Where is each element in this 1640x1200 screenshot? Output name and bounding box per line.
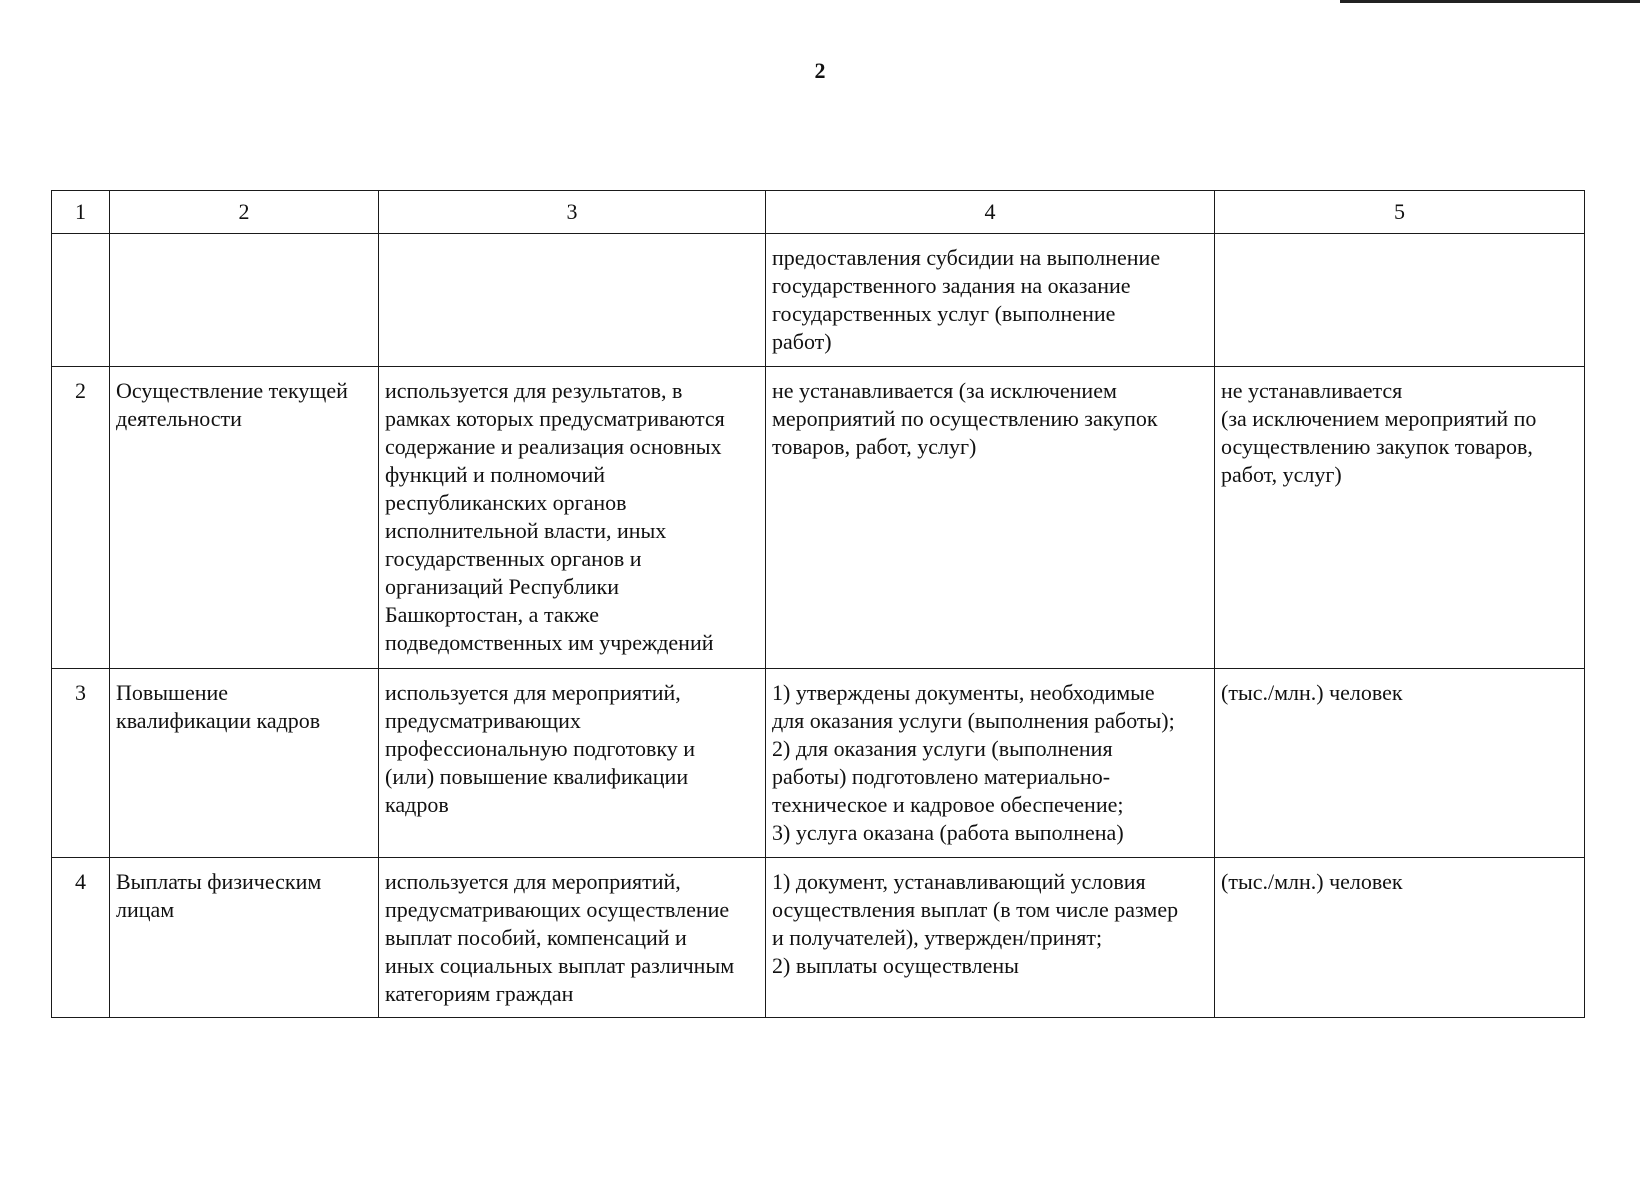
table-header-row (52, 191, 1585, 234)
column-header: 4 (766, 191, 1215, 234)
usage-cell (379, 234, 766, 367)
usage-cell: используется для мероприятий, предусматривающих профессиональную подготовку и (или) повышение квалификации кадров (379, 669, 766, 858)
table-row (52, 669, 1585, 858)
result-type-cell: Повышение квалификации кадров (110, 669, 379, 858)
result-type-cell: Выплаты физическим лицам (110, 858, 379, 1018)
page-number: 2 (814, 58, 826, 83)
unit-cell: (тыс./млн.) человек (1215, 669, 1585, 858)
table-row (52, 858, 1585, 1018)
result-type-cell: Осуществление текущей деятельности (110, 367, 379, 669)
row-number-cell: 4 (52, 858, 110, 1018)
criteria-cell: предоставления субсидии на выполнение государственного задания на оказание государственных услуг (выполнение работ) (766, 234, 1215, 367)
unit-cell: (тыс./млн.) человек (1215, 858, 1585, 1018)
unit-cell: не устанавливается (за исключением мероприятий по осуществлению закупок товаров, работ, услуг) (1215, 367, 1585, 669)
usage-cell: используется для результатов, в рамках которых предусматриваются содержание и реализация основных функций и полномочий республиканских органов исполнительной власти, иных государственных органов и организаций Республики Башкортостан, а также подведомственных им учреждений (379, 367, 766, 669)
column-header: 2 (110, 191, 379, 234)
row-number-cell (52, 234, 110, 367)
criteria-cell: не устанавливается (за исключением мероприятий по осуществлению закупок товаров, работ, услуг) (766, 367, 1215, 669)
row-number-cell: 2 (52, 367, 110, 669)
table-row (52, 234, 1585, 367)
document-table (51, 190, 1585, 1018)
unit-cell (1215, 234, 1585, 367)
criteria-cell: 1) документ, устанавливающий условия осуществления выплат (в том числе размер и получателей), утвержден/принят; 2) выплаты осуществлены (766, 858, 1215, 1018)
result-type-cell (110, 234, 379, 367)
column-header: 1 (52, 191, 110, 234)
criteria-cell: 1) утверждены документы, необходимые для оказания услуги (выполнения работы); 2) для оказания услуги (выполнения работы) подготовлено материально- техническое и кадровое обеспечение; 3) услуга оказана (работа выполнена) (766, 669, 1215, 858)
usage-cell: используется для мероприятий, предусматривающих осуществление выплат пособий, компенсаций и иных социальных выплат различным категориям граждан (379, 858, 766, 1018)
column-header: 5 (1215, 191, 1585, 234)
table-row (52, 367, 1585, 669)
column-header: 3 (379, 191, 766, 234)
row-number-cell: 3 (52, 669, 110, 858)
scan-edge-line (1340, 0, 1640, 3)
